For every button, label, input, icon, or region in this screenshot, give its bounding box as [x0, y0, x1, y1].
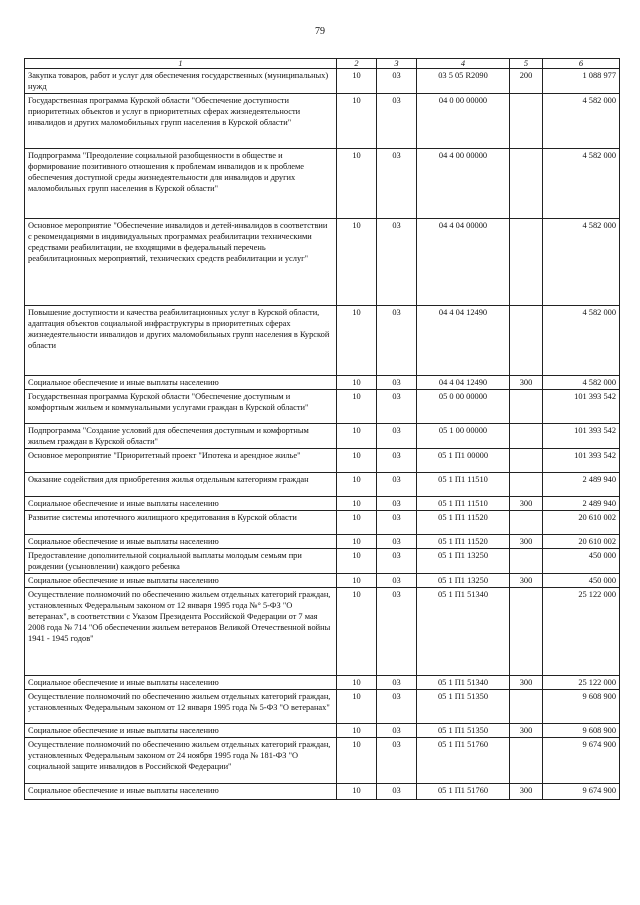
- table-row: [25, 549, 620, 574]
- row-section-code: 10: [337, 549, 377, 574]
- row-expense-type: 300: [510, 784, 543, 800]
- row-amount: 4 582 000: [543, 94, 620, 149]
- row-amount: 2 489 940: [543, 473, 620, 497]
- row-name: Развитие системы ипотечного жилищного кредитования в Курской области: [25, 511, 337, 535]
- row-section-code: 10: [337, 738, 377, 784]
- row-expense-type: [510, 390, 543, 424]
- row-name: Подпрограмма "Создание условий для обеспечения доступным и комфортным жильем граждан в Курской области": [25, 424, 337, 449]
- row-subsection-code: 03: [377, 549, 417, 574]
- row-amount: 9 674 900: [543, 738, 620, 784]
- table-row: [25, 588, 620, 676]
- row-name: Социальное обеспечение и иные выплаты населению: [25, 676, 337, 690]
- row-section-code: 10: [337, 535, 377, 549]
- row-section-code: 10: [337, 574, 377, 588]
- row-expense-type: 300: [510, 724, 543, 738]
- row-name: Закупка товаров, работ и услуг для обеспечения государственных (муниципальных) нужд: [25, 69, 337, 94]
- row-target-article: 05 1 П1 13250: [417, 549, 510, 574]
- row-name: Осуществление полномочий по обеспечению жильем отдельных категорий граждан, установленных Федеральным законом от 12 января 1995 года №° 5-ФЗ "О ветеранах", в соответствии с Указом Президента Российской Федерации от 7 мая 2008 года № 714 "Об обеспечении жильем ветеранов Великой Отечественной войны 1941 - 1945 годов": [25, 588, 337, 676]
- row-amount: 4 582 000: [543, 219, 620, 306]
- row-expense-type: [510, 511, 543, 535]
- row-amount: 9 674 900: [543, 784, 620, 800]
- table-row: [25, 69, 620, 94]
- table-row: [25, 724, 620, 738]
- row-subsection-code: 03: [377, 306, 417, 376]
- row-expense-type: 200: [510, 69, 543, 94]
- row-amount: 4 582 000: [543, 149, 620, 219]
- row-section-code: 10: [337, 149, 377, 219]
- column-number: 5: [510, 59, 543, 69]
- row-name: Государственная программа Курской области "Обеспечение доступности приоритетных объектов и услуг в приоритетных сферах жизнедеятельности инвалидов и других маломобильных групп населения в Курской области": [25, 94, 337, 149]
- row-name: Социальное обеспечение и иные выплаты населению: [25, 376, 337, 390]
- budget-table: [24, 58, 620, 800]
- table-row: [25, 535, 620, 549]
- row-target-article: 05 1 П1 51340: [417, 676, 510, 690]
- row-section-code: 10: [337, 69, 377, 94]
- table-row: [25, 574, 620, 588]
- row-amount: 9 608 900: [543, 724, 620, 738]
- row-section-code: 10: [337, 449, 377, 473]
- row-section-code: 10: [337, 424, 377, 449]
- row-name: Основное мероприятие "Обеспечение инвалидов и детей-инвалидов в соответствии с рекомендациями в индивидуальных программах реабилитации техническими средствами реабилитации, не входящими в федеральный перечень реабилитационных мероприятий, технических средств реабилитации и услуг": [25, 219, 337, 306]
- row-target-article: 05 0 00 00000: [417, 390, 510, 424]
- table-row: [25, 511, 620, 535]
- row-amount: 4 582 000: [543, 306, 620, 376]
- row-target-article: 03 5 05 R2090: [417, 69, 510, 94]
- row-expense-type: 300: [510, 376, 543, 390]
- row-name: Подпрограмма "Преодоление социальной разобщенности в обществе и формирование позитивного отношения к проблемам инвалидов и к проблеме обеспечения доступной среды жизнедеятельности для инвалидов и других маломобильных групп населения в Курской области": [25, 149, 337, 219]
- row-section-code: 10: [337, 473, 377, 497]
- row-name: Социальное обеспечение и иные выплаты населению: [25, 784, 337, 800]
- row-subsection-code: 03: [377, 574, 417, 588]
- row-subsection-code: 03: [377, 473, 417, 497]
- row-amount: 101 393 542: [543, 424, 620, 449]
- row-name: Социальное обеспечение и иные выплаты населению: [25, 497, 337, 511]
- table-row: [25, 94, 620, 149]
- column-number: 4: [417, 59, 510, 69]
- row-target-article: 05 1 П1 51760: [417, 738, 510, 784]
- row-expense-type: [510, 738, 543, 784]
- row-subsection-code: 03: [377, 449, 417, 473]
- row-target-article: 05 1 П1 51340: [417, 588, 510, 676]
- row-section-code: 10: [337, 724, 377, 738]
- table-row: [25, 390, 620, 424]
- row-amount: 25 122 000: [543, 588, 620, 676]
- row-name: Осуществление полномочий по обеспечению жильем отдельных категорий граждан, установленных Федеральным законом от 12 января 1995 года № 5-ФЗ "О ветеранах": [25, 690, 337, 724]
- row-subsection-code: 03: [377, 390, 417, 424]
- row-amount: 25 122 000: [543, 676, 620, 690]
- row-expense-type: [510, 473, 543, 497]
- row-amount: 101 393 542: [543, 449, 620, 473]
- row-target-article: 04 4 04 12490: [417, 306, 510, 376]
- row-amount: 9 608 900: [543, 690, 620, 724]
- row-amount: 450 000: [543, 574, 620, 588]
- row-section-code: 10: [337, 784, 377, 800]
- row-target-article: 04 4 00 00000: [417, 149, 510, 219]
- row-subsection-code: 03: [377, 94, 417, 149]
- row-target-article: 05 1 П1 11520: [417, 535, 510, 549]
- table-row: [25, 738, 620, 784]
- table-row: [25, 690, 620, 724]
- row-section-code: 10: [337, 376, 377, 390]
- column-number-row: [25, 59, 620, 69]
- row-amount: 450 000: [543, 549, 620, 574]
- column-number: 6: [543, 59, 620, 69]
- table-row: [25, 497, 620, 511]
- row-name: Осуществление полномочий по обеспечению жильем отдельных категорий граждан, установленных Федеральным законом от 24 ноября 1995 года № 181-ФЗ "О социальной защите инвалидов в Российской Федерации": [25, 738, 337, 784]
- row-subsection-code: 03: [377, 784, 417, 800]
- row-name: Государственная программа Курской области "Обеспечение доступным и комфортным жильем и коммунальными услугами граждан в Курской области": [25, 390, 337, 424]
- row-section-code: 10: [337, 219, 377, 306]
- row-subsection-code: 03: [377, 219, 417, 306]
- row-expense-type: [510, 306, 543, 376]
- row-name: Социальное обеспечение и иные выплаты населению: [25, 574, 337, 588]
- row-expense-type: [510, 588, 543, 676]
- row-expense-type: 300: [510, 574, 543, 588]
- table-row: [25, 376, 620, 390]
- row-subsection-code: 03: [377, 497, 417, 511]
- row-name: Социальное обеспечение и иные выплаты населению: [25, 724, 337, 738]
- column-number: 1: [25, 59, 337, 69]
- row-section-code: 10: [337, 511, 377, 535]
- row-section-code: 10: [337, 690, 377, 724]
- row-subsection-code: 03: [377, 690, 417, 724]
- row-target-article: 05 1 00 00000: [417, 424, 510, 449]
- row-subsection-code: 03: [377, 738, 417, 784]
- row-section-code: 10: [337, 497, 377, 511]
- row-expense-type: 300: [510, 535, 543, 549]
- row-expense-type: [510, 219, 543, 306]
- row-subsection-code: 03: [377, 69, 417, 94]
- row-target-article: 04 4 04 12490: [417, 376, 510, 390]
- row-target-article: 05 1 П1 51760: [417, 784, 510, 800]
- table-row: [25, 473, 620, 497]
- row-name: Социальное обеспечение и иные выплаты населению: [25, 535, 337, 549]
- row-expense-type: [510, 149, 543, 219]
- row-subsection-code: 03: [377, 149, 417, 219]
- row-target-article: 04 4 04 00000: [417, 219, 510, 306]
- row-subsection-code: 03: [377, 511, 417, 535]
- row-amount: 1 088 977: [543, 69, 620, 94]
- row-target-article: 04 0 00 00000: [417, 94, 510, 149]
- row-amount: 20 610 002: [543, 535, 620, 549]
- table-row: [25, 784, 620, 800]
- row-subsection-code: 03: [377, 588, 417, 676]
- column-number: 2: [337, 59, 377, 69]
- table-row: [25, 219, 620, 306]
- row-expense-type: [510, 94, 543, 149]
- row-name: Предоставление дополнительной социальной выплаты молодым семьям при рождении (усыновлении) каждого ребенка: [25, 549, 337, 574]
- row-expense-type: [510, 690, 543, 724]
- row-amount: 101 393 542: [543, 390, 620, 424]
- table-row: [25, 676, 620, 690]
- table-row: [25, 424, 620, 449]
- row-subsection-code: 03: [377, 676, 417, 690]
- table-row: [25, 149, 620, 219]
- row-amount: 4 582 000: [543, 376, 620, 390]
- row-target-article: 05 1 П1 11510: [417, 473, 510, 497]
- row-section-code: 10: [337, 306, 377, 376]
- row-amount: 2 489 940: [543, 497, 620, 511]
- row-expense-type: [510, 424, 543, 449]
- row-name: Оказание содействия для приобретения жилья отдельным категориям граждан: [25, 473, 337, 497]
- row-subsection-code: 03: [377, 376, 417, 390]
- row-expense-type: [510, 549, 543, 574]
- row-amount: 20 610 002: [543, 511, 620, 535]
- table-row: [25, 449, 620, 473]
- row-target-article: 05 1 П1 51350: [417, 690, 510, 724]
- row-name: Основное мероприятие "Приоритетный проект "Ипотека и арендное жилье": [25, 449, 337, 473]
- row-expense-type: [510, 449, 543, 473]
- row-target-article: 05 1 П1 51350: [417, 724, 510, 738]
- row-name: Повышение доступности и качества реабилитационных услуг в Курской области, адаптация объектов социальной инфраструктуры в приоритетных сферах жизнедеятельности инвалидов и других маломобильных групп населения в Курской области: [25, 306, 337, 376]
- row-subsection-code: 03: [377, 424, 417, 449]
- row-expense-type: 300: [510, 497, 543, 511]
- row-target-article: 05 1 П1 11520: [417, 511, 510, 535]
- row-target-article: 05 1 П1 00000: [417, 449, 510, 473]
- page-number: 79: [315, 26, 325, 37]
- row-section-code: 10: [337, 588, 377, 676]
- row-section-code: 10: [337, 676, 377, 690]
- row-expense-type: 300: [510, 676, 543, 690]
- row-section-code: 10: [337, 94, 377, 149]
- row-target-article: 05 1 П1 11510: [417, 497, 510, 511]
- row-subsection-code: 03: [377, 724, 417, 738]
- row-target-article: 05 1 П1 13250: [417, 574, 510, 588]
- row-subsection-code: 03: [377, 535, 417, 549]
- row-section-code: 10: [337, 390, 377, 424]
- budget-table-body: [25, 59, 620, 800]
- column-number: 3: [377, 59, 417, 69]
- table-row: [25, 306, 620, 376]
